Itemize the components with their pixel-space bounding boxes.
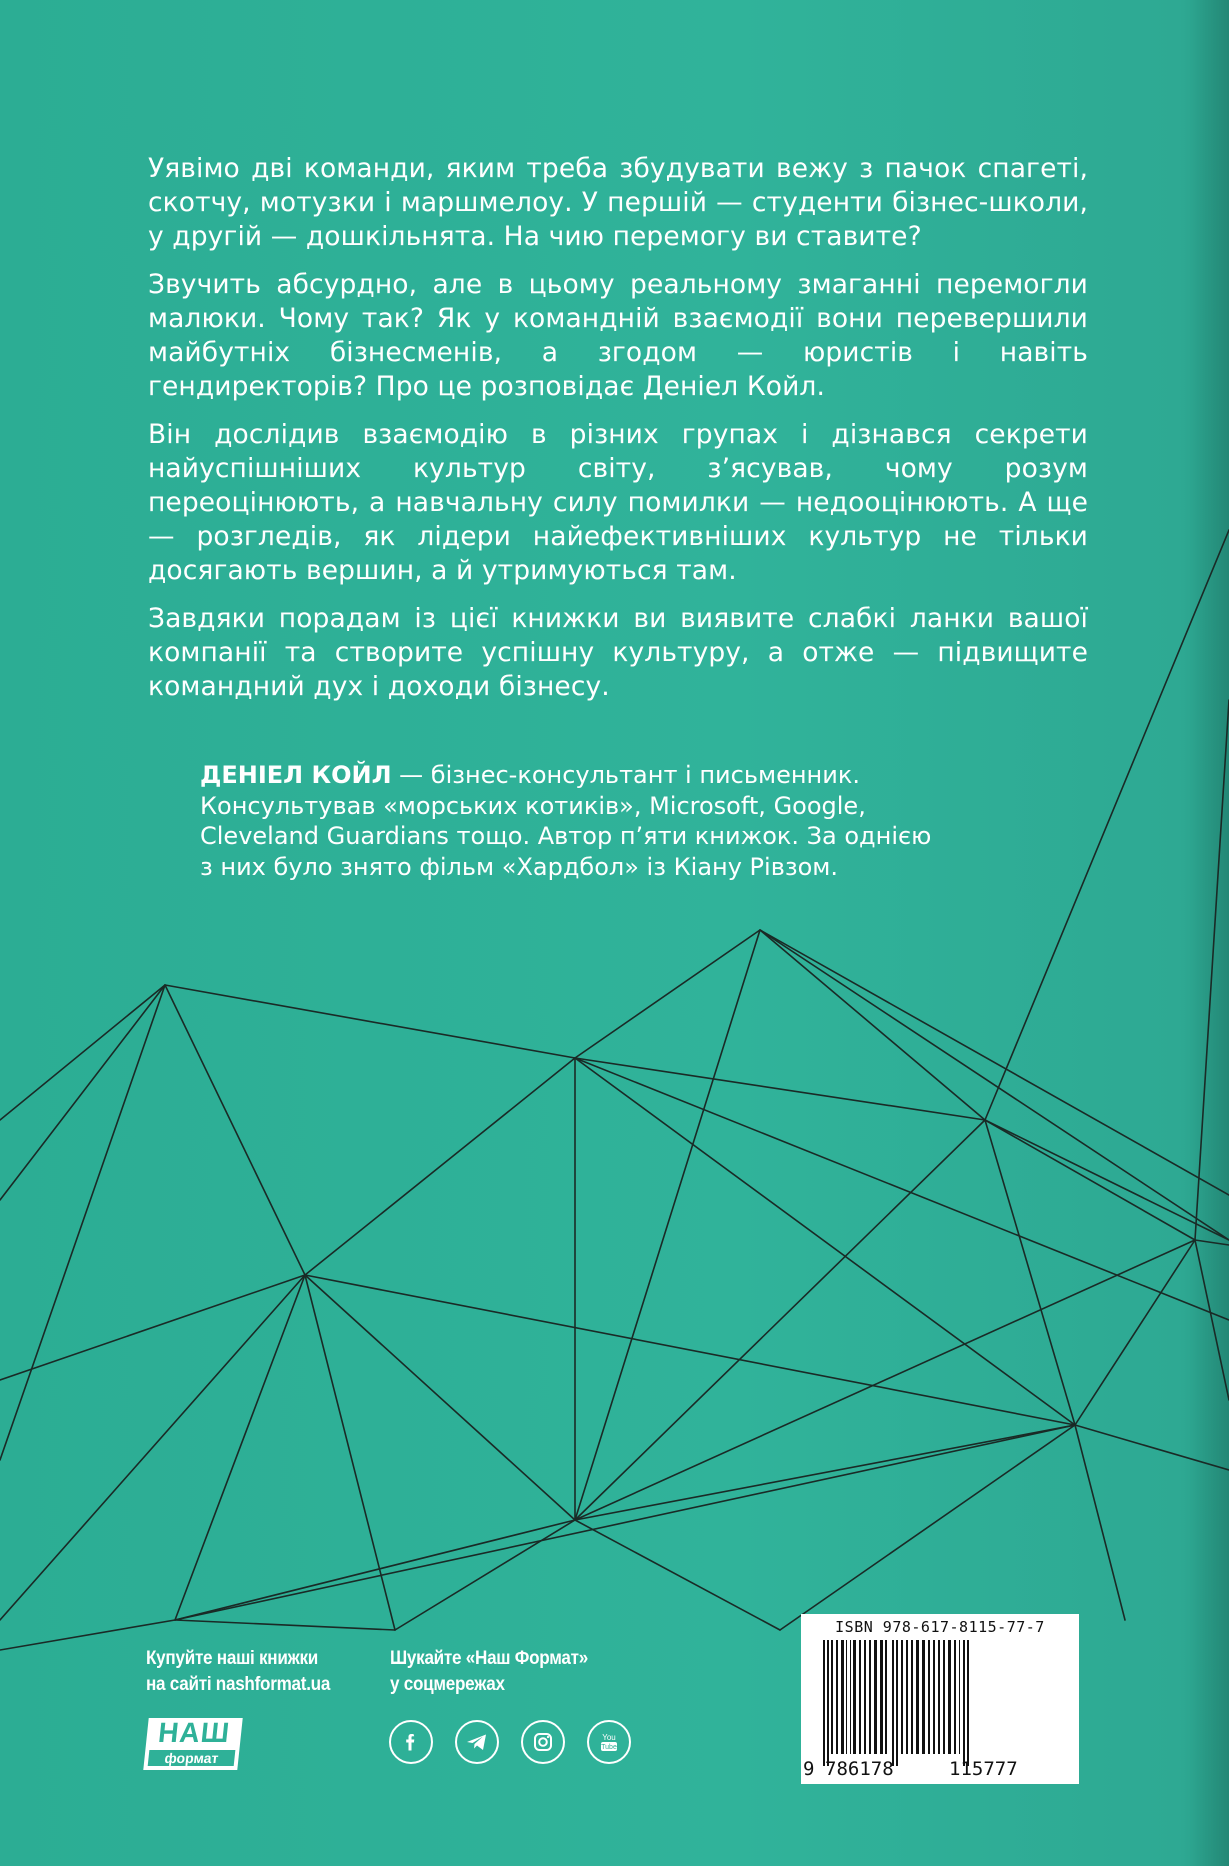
- barcode-bar: [885, 1640, 887, 1754]
- barcode-bar: [823, 1640, 825, 1766]
- barcode-bar: [916, 1640, 919, 1754]
- ean-lead-digit: 9: [803, 1758, 815, 1780]
- barcode-bar: [954, 1640, 956, 1754]
- author-name: ДЕНІЕЛ КОЙЛ: [200, 761, 392, 789]
- barcode-bar: [896, 1640, 898, 1766]
- barcode-bar: [922, 1640, 925, 1754]
- logo-top: НАШ: [156, 1717, 232, 1748]
- barcode-bar: [831, 1640, 833, 1754]
- buy-line-2: на сайті nashformat.ua: [146, 1674, 331, 1695]
- isbn-barcode: [801, 1614, 1079, 1784]
- barcode-bar: [948, 1640, 951, 1754]
- barcode-bar: [846, 1640, 847, 1754]
- barcode-bar: [928, 1640, 930, 1754]
- youtube-icon[interactable]: [587, 1720, 631, 1764]
- svg-text:You: You: [602, 1733, 616, 1742]
- barcode-bar: [938, 1640, 940, 1754]
- barcode-bar: [943, 1640, 945, 1754]
- blurb-paragraph-2: Звучить абсурдно, але в цьому реальному змаганні перемогли малюки. Чому так? Як у командній взаємодії вони перевершили майбутніх бізнесменів, а згодом — юристів і навіть гендиректорів? Про це розповідає Деніел Койл.: [148, 269, 1088, 402]
- barcode-bar: [841, 1640, 844, 1754]
- barcode-bar: [850, 1640, 851, 1754]
- seek-line-2: у соцмережах: [390, 1674, 505, 1695]
- barcode-bar: [911, 1640, 913, 1754]
- publisher-logo: [143, 1718, 242, 1770]
- blurb-text: [148, 152, 1088, 718]
- barcode-bar: [933, 1640, 935, 1754]
- barcode-bar: [967, 1640, 969, 1766]
- social-icons: [389, 1720, 649, 1770]
- blurb-paragraph-4: Завдяки порадам із цієї книжки ви виявите слабкі ланки вашої компанії та створите успішну культуру, а отже — підвищите командний дух і доходи бізнесу.: [148, 603, 1088, 702]
- social-note: [390, 1646, 624, 1698]
- barcode-bar: [869, 1640, 871, 1754]
- barcode-bar: [880, 1640, 883, 1754]
- barcode-bar: [874, 1640, 877, 1754]
- logo-bottom: формат: [148, 1750, 236, 1766]
- barcode-bar: [892, 1640, 894, 1766]
- blurb-paragraph-3: Він дослідив взаємодію в різних групах і дізнався секрети найуспішніших культур світу, з’ясував, чому розум переоцінюють, а навчальну силу помилки — недооцінюють. А ще — розгледів, як лідери найефективніших культур не тільки досягають вершин, а й утримуються там.: [148, 419, 1088, 586]
- barcode-bar: [853, 1640, 856, 1754]
- buy-books-note: [146, 1646, 362, 1698]
- barcode-bar: [906, 1640, 908, 1754]
- buy-line-1: Купуйте наші книжки: [146, 1648, 318, 1669]
- facebook-icon[interactable]: [389, 1720, 433, 1764]
- blurb-paragraph-1: Уявімо дві команди, яким треба збудувати вежу з пачок спагеті, скотчу, мотузки і маршмелоу. У першій — студенти бізнес-школи, у другій — дошкільнята. На чию перемогу ви ставите?: [148, 153, 1088, 252]
- telegram-icon[interactable]: [455, 1720, 499, 1764]
- barcode-bar: [859, 1640, 861, 1754]
- seek-line-1: Шукайте «Наш Формат»: [390, 1648, 588, 1669]
- barcode-bar: [836, 1640, 838, 1754]
- barcode-bar: [959, 1640, 960, 1754]
- author-bio: [200, 760, 940, 882]
- svg-text:Tube: Tube: [601, 1744, 617, 1751]
- barcode-bar: [901, 1640, 903, 1754]
- barcode-bar: [827, 1640, 829, 1766]
- ean-left-group: 786178: [825, 1758, 894, 1780]
- barcode-bar: [864, 1640, 866, 1754]
- ean-right-group: 115777: [949, 1758, 1018, 1780]
- instagram-icon[interactable]: [521, 1720, 565, 1764]
- author-description: — бізнес-консультант і письменник. Консультував «морських котиків», Microsoft, Google, Cleveland Guardians тощо. Автор п’яти книжок. За однією з них було знято фільм «Хардбол» із Кіану Рівзом.: [200, 761, 932, 881]
- isbn-number: ISBN 978-617-8115-77-7: [835, 1618, 1045, 1636]
- barcode-bar: [963, 1640, 965, 1766]
